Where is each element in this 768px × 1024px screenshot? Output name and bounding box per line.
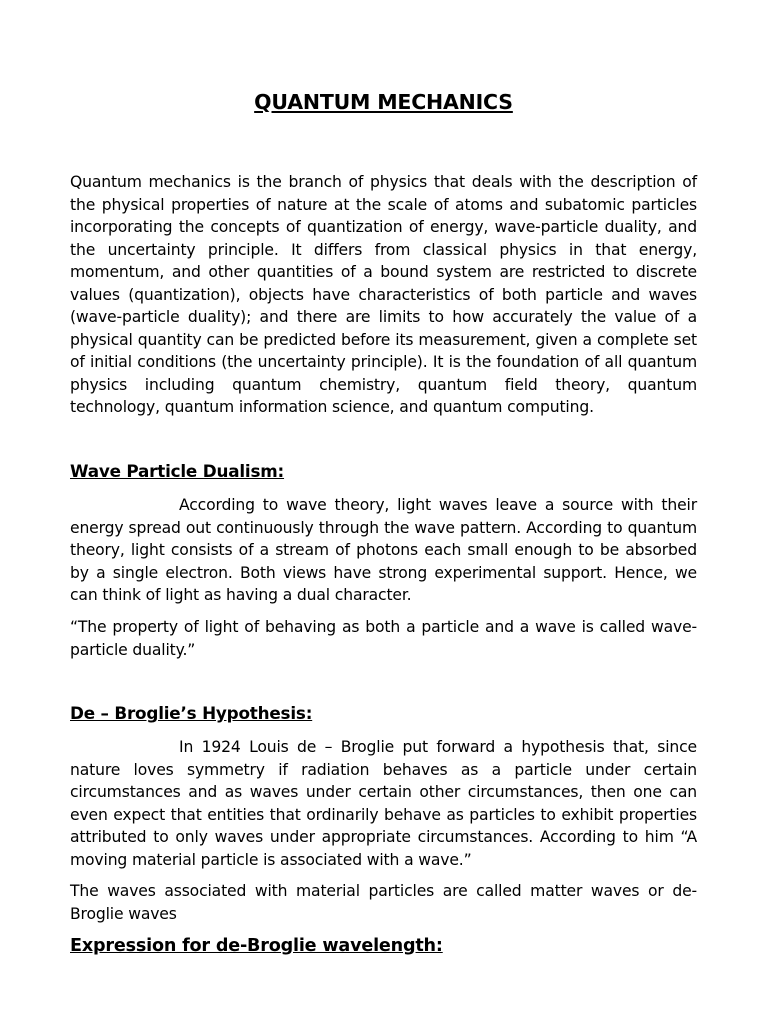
de-broglie-heading: De – Broglie’s Hypothesis:	[70, 703, 313, 723]
matter-waves-paragraph: The waves associated with material particles are called matter waves or de-Broglie waves	[70, 882, 697, 923]
wave-particle-quote: “The property of light of behaving as both a particle and a wave is called wave-particle duality.”	[70, 618, 697, 659]
wave-particle-heading: Wave Particle Dualism:	[70, 461, 285, 481]
expression-heading: Expression for de-Broglie wavelength:	[70, 936, 443, 956]
de-broglie-paragraph: In 1924 Louis de – Broglie put forward a hypothesis that, since nature loves symmetry if radiation behaves as a particle under certain circumstances and as waves under certain other circumstances, then one can even expect that entities that ordinarily behave as particles to exhibit properties attributed to only waves under appropriate circumstances. According to him “A moving material particle is associated with a wave.”	[70, 738, 697, 869]
wave-particle-paragraph: According to wave theory, light waves leave a source with their energy spread out continuously through the wave pattern. According to quantum theory, light consists of a stream of photons each small enough to be absorbed by a single electron. Both views have strong experimental support. Hence, we can think of light as having a dual character.	[70, 496, 697, 604]
page-title: QUANTUM MECHANICS	[254, 90, 513, 114]
intro-paragraph: Quantum mechanics is the branch of physics that deals with the description of the physical properties of nature at the scale of atoms and subatomic particles incorporating the concepts of quantization of energy, wave-particle duality, and the uncertainty principle. It differs from classical physics in that energy, momentum, and other quantities of a bound system are restricted to discrete values (quantization), objects have characteristics of both particle and waves (wave-particle duality); and there are limits to how accurately the value of a physical quantity can be predicted before its measurement, given a complete set of initial conditions (the uncertainty principle). It is the foundation of all quantum physics including quantum chemistry, quantum field theory, quantum technology, quantum information science, and quantum computing.	[70, 173, 697, 416]
